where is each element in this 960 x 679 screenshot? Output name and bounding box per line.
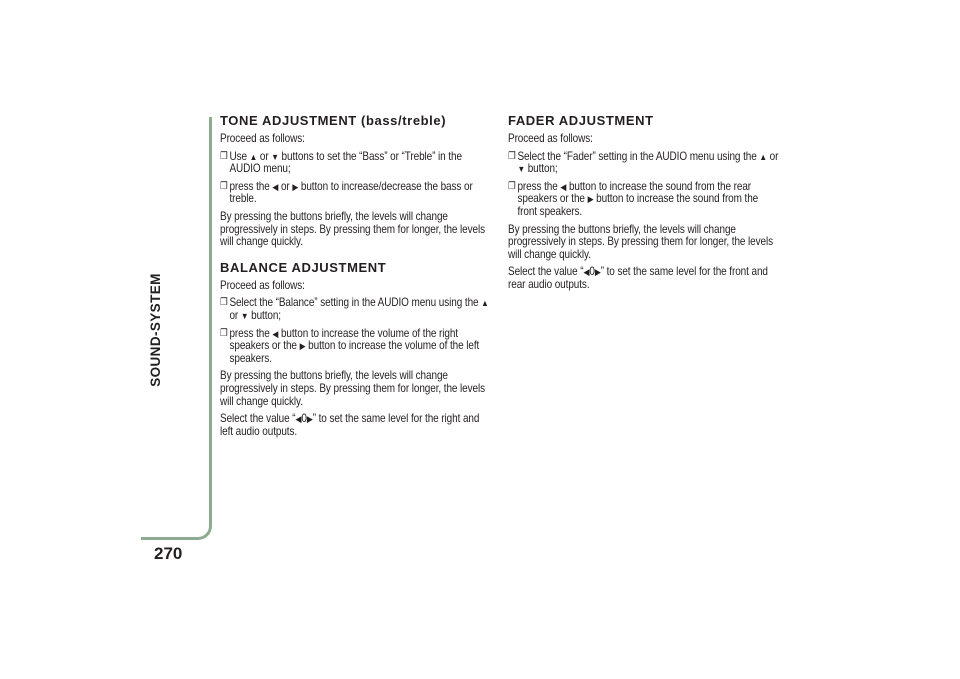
text: ” to set the same level for the right and left audio outputs. [220, 412, 480, 438]
fader-intro: Proceed as follows: [508, 132, 593, 145]
text: press the [517, 179, 561, 193]
fader-bullet-2 [508, 181, 780, 219]
section-side-label: SOUND-SYSTEM [148, 273, 163, 387]
fader-note: By pressing the buttons briefly, the levels will change progressively in steps. By pressing them for longer, the levels will change quickly. [508, 222, 774, 261]
checkbox-bullet-icon: ❐ [508, 150, 516, 162]
down-arrow-icon: ▼ [240, 310, 249, 321]
page-number: 270 [154, 544, 183, 563]
checkbox-bullet-icon: ❐ [220, 297, 228, 309]
fader-title: FADER ADJUSTMENT [508, 113, 654, 128]
checkbox-bullet-icon: ❐ [220, 327, 228, 339]
left-arrow-icon: ◀ [560, 181, 567, 192]
right-arrow-icon: ▶ [594, 267, 601, 278]
left-arrow-icon: ◀ [272, 328, 279, 339]
text: button; [525, 162, 558, 176]
text: Use [229, 149, 250, 163]
text: press the [229, 179, 273, 193]
up-arrow-icon: ▲ [249, 151, 258, 162]
text: or [766, 149, 779, 163]
text: Select the “Fader” setting in the AUDIO menu using the [517, 149, 760, 163]
text: 0 [301, 412, 307, 426]
text: or [229, 308, 241, 322]
up-arrow-icon: ▲ [481, 298, 489, 309]
text: or [278, 179, 293, 193]
left-arrow-icon: ◀ [272, 181, 279, 192]
text: buttons to set the “Bass” or “Treble” in the AUDIO menu; [229, 149, 462, 176]
balance-bullet-1 [220, 297, 492, 322]
balance-bullet-2 [220, 328, 492, 366]
text: button to increase/decrease the bass or treble. [229, 179, 473, 206]
fader-value-note [508, 266, 780, 291]
left-column [220, 112, 492, 443]
right-arrow-icon: ▶ [292, 181, 299, 192]
tone-bullet-2 [220, 181, 492, 206]
down-arrow-icon: ▼ [517, 164, 526, 175]
right-arrow-icon: ▶ [587, 194, 594, 205]
text: button to increase the sound from the rear speakers or the [517, 179, 752, 206]
text: or [257, 149, 272, 163]
text: 0 [589, 265, 595, 279]
tone-bullet-1 [220, 151, 492, 176]
balance-value-note [220, 413, 492, 438]
text: button to increase the sound from the front speakers. [517, 192, 759, 218]
text: button to increase the volume of the right speakers or the [229, 326, 459, 353]
balance-title: BALANCE ADJUSTMENT [220, 259, 387, 275]
tone-note: By pressing the buttons briefly, the levels will change progressively in steps. By pressing them for longer, the levels will change quickly. [220, 209, 486, 249]
right-arrow-icon: ▶ [306, 414, 313, 425]
text: button to increase the volume of the left speakers. [229, 339, 480, 365]
text: ” to set the same level for the front and rear audio outputs. [508, 265, 768, 291]
right-column [508, 112, 780, 297]
left-arrow-icon: ◀ [583, 267, 590, 278]
up-arrow-icon: ▲ [759, 151, 767, 162]
text: Select the value “ [508, 265, 584, 279]
tone-title: TONE ADJUSTMENT (bass/treble) [220, 113, 447, 128]
balance-note: By pressing the buttons briefly, the levels will change progressively in steps. By pressing them for longer, the levels will change quickly. [220, 369, 486, 408]
checkbox-bullet-icon: ❐ [220, 180, 228, 192]
text: Select the “Balance” setting in the AUDIO menu using the [229, 296, 482, 310]
down-arrow-icon: ▼ [271, 151, 279, 162]
fader-bullet-1 [508, 151, 780, 176]
text: Select the value “ [220, 412, 296, 426]
left-arrow-icon: ◀ [295, 414, 302, 425]
tone-intro: Proceed as follows: [220, 132, 305, 145]
checkbox-bullet-icon: ❐ [508, 180, 516, 192]
right-arrow-icon: ▶ [299, 341, 306, 352]
text: press the [229, 326, 273, 340]
checkbox-bullet-icon: ❐ [220, 150, 228, 162]
text: button; [248, 308, 282, 322]
balance-intro: Proceed as follows: [220, 278, 305, 292]
